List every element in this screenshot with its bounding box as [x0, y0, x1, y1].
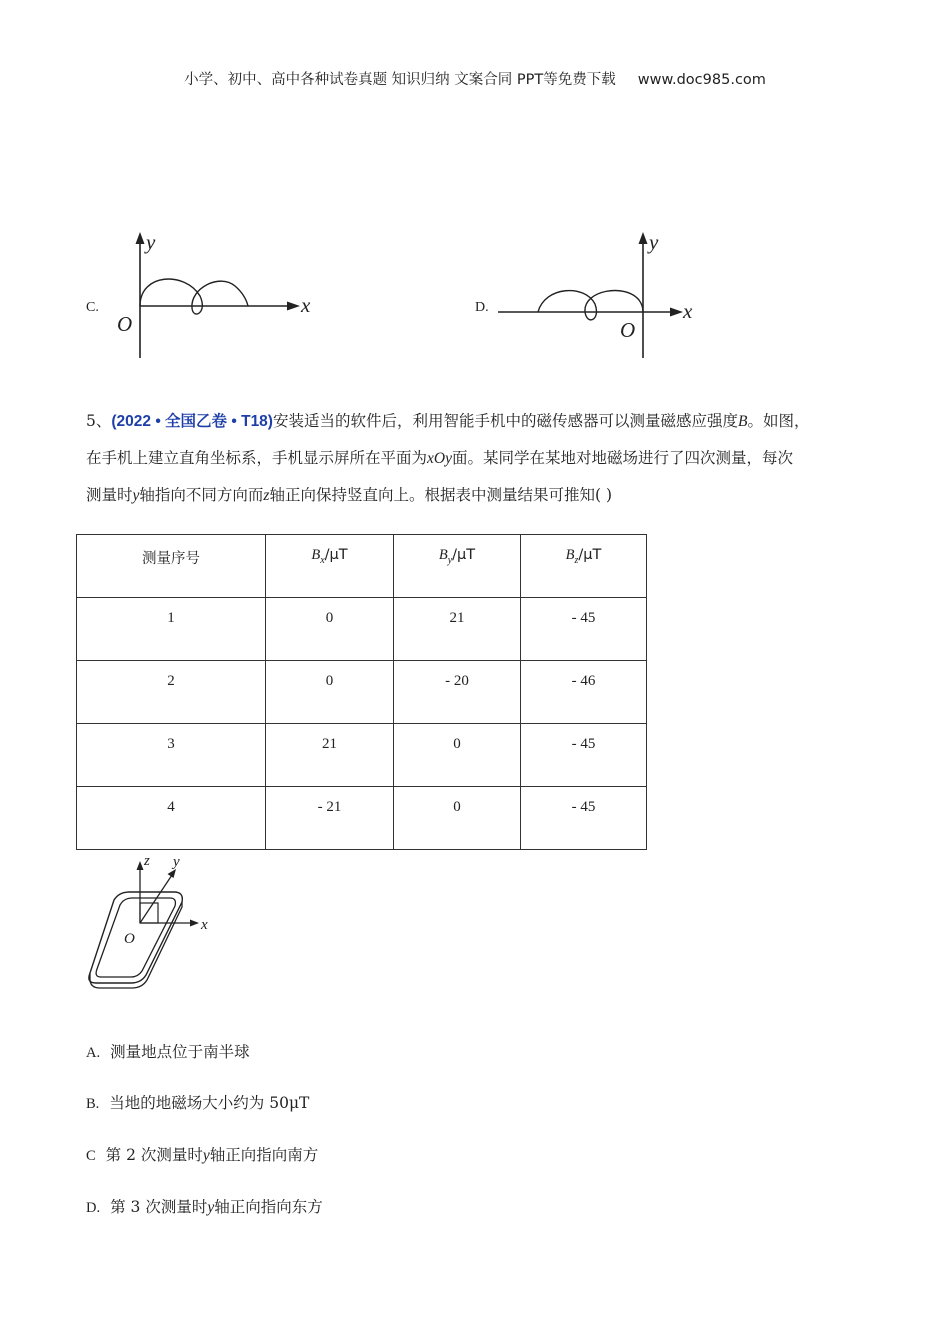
choice-c-text: 轴正向指向南方	[209, 1146, 319, 1164]
phone-coordinate-figure	[84, 855, 224, 990]
table-row	[77, 661, 647, 724]
choice-b[interactable]	[86, 1091, 309, 1113]
header-text: 小学、初中、高中各种试卷真题 知识归纳 文案合同 PPT等免费下载	[184, 72, 616, 88]
table-cell: - 20	[394, 661, 521, 724]
choice-d[interactable]	[86, 1195, 323, 1217]
table-cell: 0	[266, 598, 394, 661]
option-c-origin-label: O	[117, 312, 133, 336]
table-cell: 0	[394, 787, 521, 850]
table-cell: 21	[394, 598, 521, 661]
header-bz: $B_z/\mu T$	[521, 535, 647, 598]
symbol-y: y	[202, 1147, 210, 1164]
header-url: www.doc985.com	[637, 72, 766, 88]
symbol-y: y	[132, 487, 140, 504]
choice-c[interactable]	[86, 1143, 318, 1165]
table-cell: - 46	[521, 661, 647, 724]
table-cell: 0	[394, 724, 521, 787]
table-row	[77, 598, 647, 661]
symbol-xoy: xOy	[427, 450, 452, 467]
table-cell: - 45	[521, 598, 647, 661]
table-header-row	[77, 535, 647, 598]
header-by: $B_y/\mu T$	[394, 535, 521, 598]
question-text: 在手机上建立直角坐标系，手机显示屏所在平面为	[86, 449, 428, 467]
table-cell: 3	[77, 724, 266, 787]
choice-c-label: C	[86, 1148, 96, 1164]
table-cell: - 21	[266, 787, 394, 850]
choice-c-text: 第 2 次测量时	[105, 1146, 203, 1164]
option-d-y-label: y	[649, 230, 659, 254]
question-number: 5、	[86, 412, 112, 430]
choice-a[interactable]	[86, 1040, 250, 1062]
question-text: 安装适当的软件后，利用智能手机中的磁传感器可以测量磁感应强度	[272, 412, 738, 430]
option-d-label: D.	[475, 300, 489, 315]
symbol-b: B	[737, 413, 748, 430]
table-cell: - 45	[521, 724, 647, 787]
header-bx: $B_x/\mu T$	[266, 535, 394, 598]
table-cell: 2	[77, 661, 266, 724]
question-text: 测量时	[86, 486, 133, 504]
symbol-y: y	[207, 1199, 215, 1216]
question-text: 面。某同学在某地对地磁场进行了四次测量，每次	[451, 449, 793, 467]
question-text: 。如图，	[747, 412, 810, 430]
question-line-3	[86, 477, 876, 514]
option-c-y-label: y	[146, 230, 156, 254]
question-source: (2022 • 全国乙卷 • T18)	[111, 413, 273, 430]
phone-z-label: z	[144, 855, 150, 869]
phone-origin-label: O	[124, 931, 135, 947]
choice-a-label: A.	[86, 1045, 101, 1061]
choice-b-label: B.	[86, 1096, 100, 1112]
choice-d-label: D.	[86, 1200, 101, 1216]
table-cell: 21	[266, 724, 394, 787]
option-c-trajectory-figure	[110, 228, 330, 363]
question-text: 轴指向不同方向而	[139, 486, 264, 504]
table-cell: 4	[77, 787, 266, 850]
table-row	[77, 724, 647, 787]
phone-x-label: x	[201, 917, 208, 933]
table-row	[77, 787, 647, 850]
choice-d-text: 第 3 次测量时	[110, 1198, 208, 1216]
measurement-table	[76, 534, 647, 850]
option-c-label: C.	[86, 300, 99, 315]
page-header	[0, 68, 950, 89]
option-d-trajectory-figure	[495, 228, 705, 363]
option-d-x-label: x	[683, 299, 693, 323]
question-line-2	[86, 440, 876, 477]
phone-y-label: y	[173, 855, 180, 870]
choice-d-text: 轴正向指向东方	[214, 1198, 323, 1216]
choice-a-text: 测量地点位于南半球	[110, 1043, 250, 1061]
question-text: 轴正向保持竖直向上。根据表中测量结果可推知( )	[269, 486, 612, 504]
option-c-x-label: x	[301, 293, 311, 317]
table-cell: 1	[77, 598, 266, 661]
header-index: 测量序号	[77, 535, 266, 598]
table-cell: - 45	[521, 787, 647, 850]
table-cell: 0	[266, 661, 394, 724]
choice-b-text: 当地的地磁场大小约为 50μT	[109, 1094, 310, 1112]
question-line-1	[86, 403, 876, 440]
symbol-z: z	[263, 487, 270, 504]
option-d-origin-label: O	[620, 318, 636, 342]
